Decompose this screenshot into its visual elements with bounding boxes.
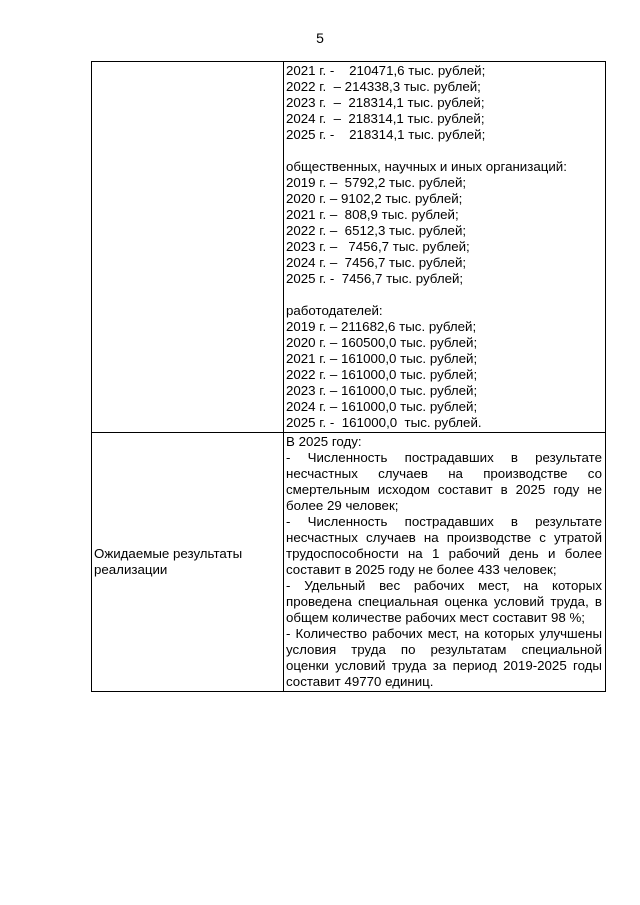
- funding-line: 2025 г. - 7456,7 тыс. рублей;: [286, 271, 464, 286]
- funding-group-title: общественных, научных и иных организаций:: [286, 159, 567, 174]
- funding-line: 2025 г. - 161000,0 тыс. рублей.: [286, 415, 482, 430]
- result-item: - Удельный вес рабочих мест, на которых проведена специальная оценка условий труда, в общем количестве рабочих мест составит 98 %;: [286, 578, 602, 625]
- funding-line: 2024 г. – 218314,1 тыс. рублей;: [286, 111, 485, 126]
- funding-line: 2020 г. – 9102,2 тыс. рублей;: [286, 191, 463, 206]
- funding-line: 2023 г. – 218314,1 тыс. рублей;: [286, 95, 485, 110]
- funding-group-title: работодателей:: [286, 303, 383, 318]
- funding-line: 2019 г. – 211682,6 тыс. рублей;: [286, 319, 477, 334]
- page-number: 5: [316, 30, 324, 46]
- row-label-cell: [92, 62, 284, 433]
- funding-line: 2022 г. – 214338,3 тыс. рублей;: [286, 79, 481, 94]
- funding-line: 2023 г. – 7456,7 тыс. рублей;: [286, 239, 470, 254]
- expected-results-label: Ожидаемые результаты реализации: [92, 433, 284, 692]
- funding-line: 2020 г. – 160500,0 тыс. рублей;: [286, 335, 478, 350]
- funding-line: 2024 г. – 161000,0 тыс. рублей;: [286, 399, 478, 414]
- funding-line: 2022 г. – 161000,0 тыс. рублей;: [286, 367, 478, 382]
- funding-cell: [284, 62, 606, 433]
- funding-line: 2021 г. – 808,9 тыс. рублей;: [286, 207, 459, 222]
- result-item: - Численность пострадавших в результате несчастных случаев на производстве со смертельным исходом составит в 2025 году не более 29 человек;: [286, 450, 602, 513]
- expected-results-cell: [284, 433, 606, 692]
- result-item: - Количество рабочих мест, на которых улучшены условия труда по результатам специальной оценки условий труда за период 2019-2025 годы составит 49770 единиц.: [286, 626, 602, 689]
- funding-line: 2024 г. – 7456,7 тыс. рублей;: [286, 255, 467, 270]
- funding-line: 2021 г. – 161000,0 тыс. рублей;: [286, 351, 478, 366]
- table-row: [92, 433, 606, 692]
- funding-line: 2023 г. – 161000,0 тыс. рублей;: [286, 383, 478, 398]
- table-row: [92, 62, 606, 433]
- results-intro: В 2025 году:: [286, 434, 362, 449]
- funding-line: 2025 г. - 218314,1 тыс. рублей;: [286, 127, 486, 142]
- program-table: [91, 61, 606, 692]
- result-item: - Численность пострадавших в результате несчастных случаев на производстве с утратой трудоспособности на 1 рабочий день и более составит в 2025 году не более 433 человек;: [286, 514, 602, 577]
- funding-line: 2022 г. – 6512,3 тыс. рублей;: [286, 223, 467, 238]
- funding-line: 2021 г. - 210471,6 тыс. рублей;: [286, 63, 486, 78]
- funding-line: 2019 г. – 5792,2 тыс. рублей;: [286, 175, 467, 190]
